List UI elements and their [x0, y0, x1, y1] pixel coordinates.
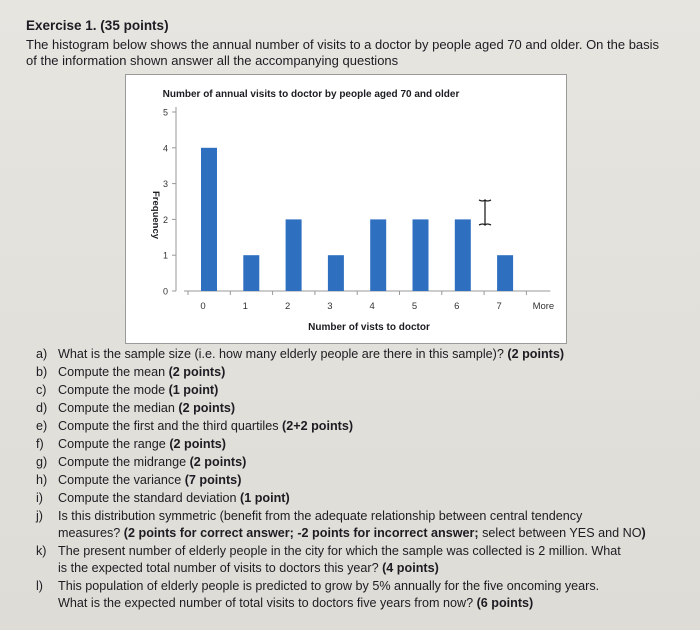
question-label: i) [36, 491, 43, 505]
question-points: (2 points) [165, 437, 226, 451]
question-label: b) [36, 365, 48, 379]
x-axis-label: Number of vists to doctor [308, 322, 430, 333]
x-tick-label: 4 [369, 301, 375, 312]
question-label: j) [36, 509, 43, 523]
intro-text [26, 37, 686, 69]
chart-title: Number of annual visits to doctor by people aged 70 and older [162, 89, 460, 100]
question-label: h) [36, 473, 48, 487]
x-tick-label: 7 [496, 301, 502, 312]
question-label: e) [36, 419, 48, 433]
y-axis-label: Frequency [150, 190, 161, 240]
question-label: c) [36, 383, 47, 397]
histogram-bar [413, 219, 429, 291]
histogram-bar [370, 219, 386, 291]
question-text: Compute the midrange (2 points) [58, 455, 247, 469]
question-points: (4 points) [378, 561, 439, 575]
question-points: (2 points) [186, 455, 247, 469]
question-points: (7 points) [181, 473, 242, 487]
intro-line-2: of the information shown answer all the accompanying questions [26, 53, 399, 68]
y-tick-label: 0 [162, 286, 168, 297]
question-points: (2 points) [503, 347, 565, 361]
question-text: Compute the mean (2 points) [58, 365, 226, 379]
question-points: (2 points) [165, 365, 226, 379]
question-text: Compute the range (2 points) [58, 437, 226, 451]
intro-line-1: The histogram below shows the annual number of visits to a doctor by people aged 70 and older. On the basis [26, 37, 660, 52]
histogram-svg [126, 75, 566, 343]
histogram-bar [328, 255, 344, 291]
histogram-chart [125, 74, 567, 344]
exercise-title: Exercise 1. (35 points) [26, 18, 169, 33]
question-points: (1 point) [236, 491, 290, 505]
question-label: d) [36, 401, 48, 415]
x-tick-label: 2 [284, 301, 291, 312]
question-points: (2 points for correct answer; -2 points for incorrect answer; [120, 526, 479, 540]
x-tick-label: 0 [200, 301, 206, 312]
histogram-bar [497, 255, 513, 291]
question-label: l) [36, 579, 43, 593]
question-text: Is this distribution symmetric (benefit from the adequate relationship between central tendency [58, 509, 583, 523]
histogram-bar [455, 219, 471, 291]
question-points: (2 points) [174, 401, 236, 415]
question-text: What is the sample size (i.e. how many elderly people are there in this sample)? (2 points) [58, 347, 565, 361]
x-tick-label: More [532, 301, 555, 312]
question-text: This population of elderly people is predicted to grow by 5% annually for the five oncoming years. [58, 579, 600, 593]
question-text: Compute the standard deviation (1 point) [58, 491, 290, 505]
y-tick-label: 2 [162, 214, 168, 225]
histogram-bar [201, 148, 217, 291]
question-text: measures? (2 points for correct answer; -2 points for incorrect answer; select between YES and NO) [58, 526, 646, 540]
x-tick-label: 5 [411, 301, 418, 312]
y-tick-label: 3 [162, 179, 168, 190]
question-text: What is the expected number of total visits to doctors five years from now? (6 points) [58, 596, 534, 610]
x-tick-label: 3 [327, 301, 333, 312]
question-tail: select between YES and NO [478, 526, 642, 540]
question-points: (1 point) [165, 383, 219, 397]
question-label: g) [36, 455, 48, 469]
question-text: The present number of elderly people in the city for which the sample was collected is 2 million. What [58, 544, 621, 558]
question-label: k) [36, 544, 47, 558]
question-text: Compute the first and the third quartiles (2+2 points) [58, 419, 354, 433]
histogram-bar [243, 255, 259, 291]
question-label: f) [36, 437, 44, 451]
question-points: (2+2 points) [278, 419, 354, 433]
question-label: a) [36, 347, 48, 361]
y-tick-label: 1 [162, 250, 168, 261]
question-text: Compute the variance (7 points) [58, 473, 242, 487]
x-tick-label: 1 [242, 301, 248, 312]
histogram-bar [286, 219, 302, 291]
question-points: (6 points) [473, 596, 534, 610]
x-tick-label: 6 [454, 301, 460, 312]
y-tick-label: 5 [162, 107, 168, 118]
error-bar-glyph [479, 200, 491, 225]
question-text: is the expected total number of visits to doctors this year? (4 points) [58, 561, 439, 575]
question-text: Compute the median (2 points) [58, 401, 236, 415]
question-text: Compute the mode (1 point) [58, 383, 219, 397]
y-tick-label: 4 [162, 143, 168, 154]
